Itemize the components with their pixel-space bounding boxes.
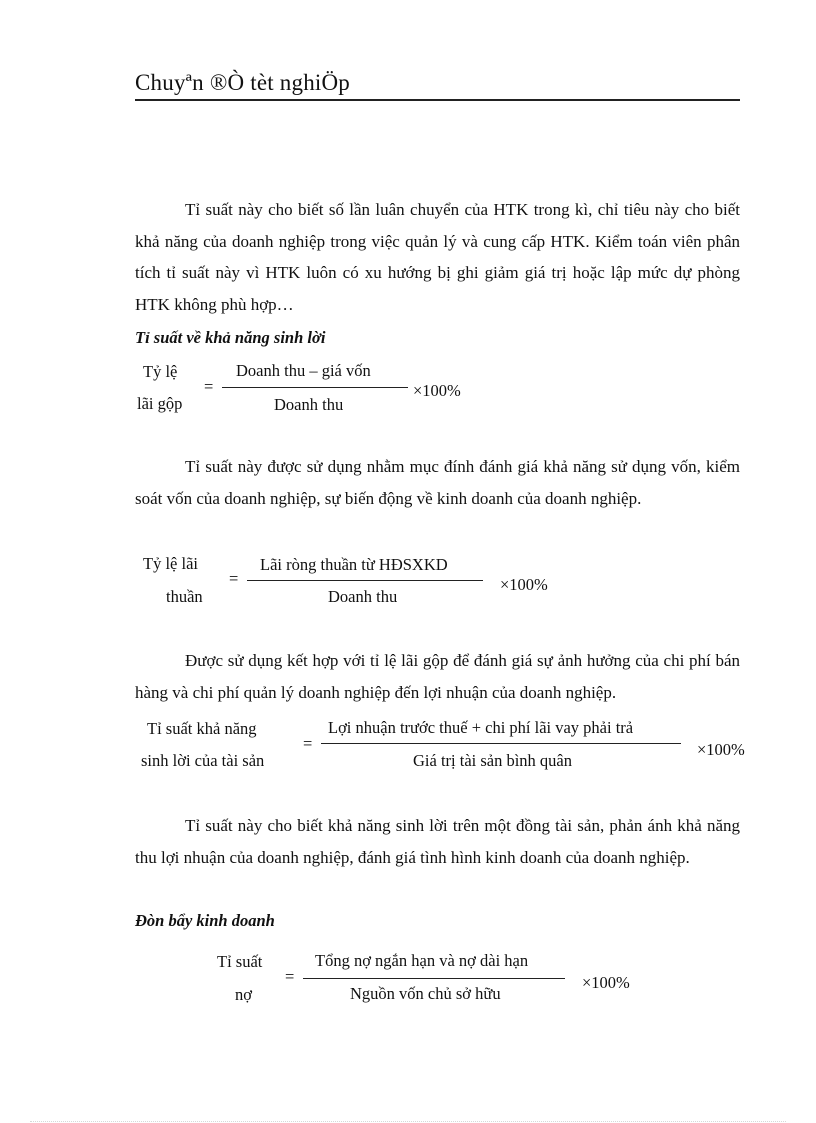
- formula-label: thuần: [166, 587, 203, 606]
- formula-denominator: Doanh thu: [274, 395, 344, 414]
- formula-label: Tỉ suất khả năng: [147, 719, 257, 738]
- fraction-bar: [222, 387, 408, 388]
- formula-numerator: Doanh thu – giá vốn: [236, 361, 371, 380]
- formula-numerator: Lợi nhuận trước thuế + chi phí lãi vay phải trả: [328, 718, 634, 737]
- formula-label: Tỷ lệ: [143, 362, 178, 381]
- formula-label: Tỉ suất: [217, 952, 263, 971]
- formula-multiplier: ×100%: [500, 575, 548, 594]
- formula-numerator: Tổng nợ ngắn hạn và nợ dài hạn: [315, 951, 529, 970]
- section-heading-profitability: Tỉ suất về khả năng sinh lời: [135, 328, 326, 347]
- equals-sign: =: [204, 377, 214, 396]
- formula-denominator: Nguồn vốn chủ sở hữu: [350, 984, 501, 1003]
- formula-numerator: Lãi ròng thuần từ HĐSXKD: [260, 555, 448, 574]
- document-header-title: Chuyªn ®Ò tèt nghiÖp: [135, 70, 351, 95]
- paragraph-return-on-assets: Tỉ suất này cho biết khả năng sinh lời trên một đồng tài sản, phản ánh khả năng thu lợi nhuận của doanh nghiệp, đánh giá tình hình kinh doanh của doanh nghiệp.: [135, 816, 740, 867]
- formula-label: sinh lời của tài sản: [141, 751, 265, 770]
- formula-denominator: Doanh thu: [328, 587, 398, 606]
- formula-label: lãi gộp: [137, 394, 183, 413]
- fraction-bar: [247, 580, 483, 581]
- formula-denominator: Giá trị tài sản bình quân: [413, 751, 573, 770]
- fraction-bar: [303, 978, 565, 979]
- equals-sign: =: [229, 569, 239, 588]
- formula-multiplier: ×100%: [697, 740, 745, 759]
- header-divider: [135, 99, 740, 101]
- page-bottom-border: [30, 1121, 786, 1122]
- formula-label: nợ: [235, 985, 252, 1004]
- paragraph-gross-margin-usage: Tỉ suất này được sử dụng nhằm mục đính đánh giá khả năng sử dụng vốn, kiểm soát vốn của doanh nghiệp, sự biến động về kinh doanh của doanh nghiệp.: [135, 457, 740, 508]
- formula-label: Tỷ lệ lãi: [143, 554, 198, 573]
- equals-sign: =: [285, 967, 295, 986]
- paragraph-net-margin-usage: Được sử dụng kết hợp với tỉ lệ lãi gộp để đánh giá sự ảnh hưởng của chi phí bán hàng và chi phí quản lý doanh nghiệp đến lợi nhuận của doanh nghiệp.: [135, 651, 740, 702]
- formula-multiplier: ×100%: [582, 973, 630, 992]
- paragraph-inventory-turnover: Tỉ suất này cho biết số lần luân chuyển của HTK trong kì, chỉ tiêu này cho biết khả năng của doanh nghiệp trong việc quản lý và cung cấp HTK. Kiểm toán viên phân tích tỉ suất này vì HTK luôn có xu hướng bị ghi giảm giá trị hoặc lập mức dự phòng HTK không phù hợp…: [135, 200, 740, 314]
- formula-multiplier: ×100%: [413, 381, 461, 400]
- section-heading-leverage: Đòn bẩy kinh doanh: [135, 911, 275, 930]
- equals-sign: =: [303, 734, 313, 753]
- fraction-bar: [321, 743, 681, 744]
